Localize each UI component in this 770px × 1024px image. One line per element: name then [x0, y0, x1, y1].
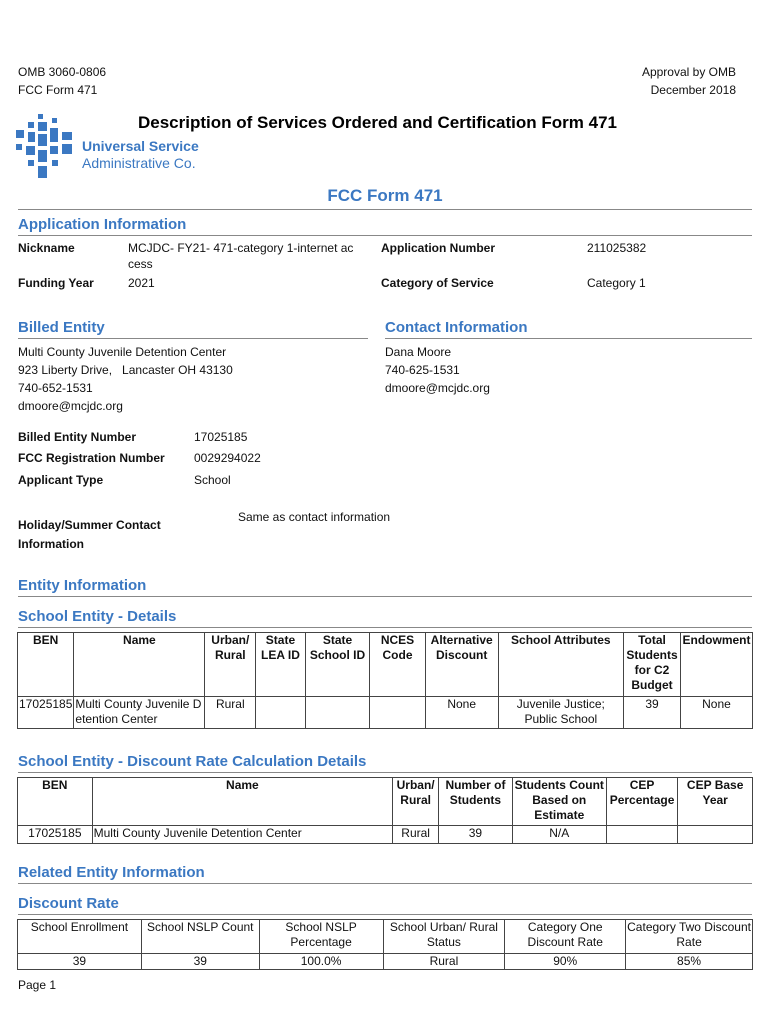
col-header: Total Students for C2 Budget — [624, 633, 681, 697]
omb-number: OMB 3060-0806 — [18, 65, 107, 79]
divider — [18, 209, 752, 210]
cell-cep-percentage — [606, 826, 678, 844]
billed-entity-email: dmoore@mcjdc.org — [18, 399, 123, 413]
application-heading: Application Information — [18, 216, 187, 233]
cell-total-students: 39 — [624, 697, 681, 729]
col-header: School Urban/ Rural Status — [383, 920, 505, 954]
col-header: School NSLP Percentage — [259, 920, 383, 954]
divider — [18, 596, 752, 597]
contact-heading: Contact Information — [385, 319, 528, 336]
app-number-value: 211025382 — [587, 241, 647, 255]
cell-school-id — [305, 697, 369, 729]
usac-logo-icon — [16, 114, 78, 184]
billed-entity-phone: 740-652-1531 — [18, 381, 93, 395]
nickname-label: Nickname — [18, 241, 75, 255]
billed-entity-name: Multi County Juvenile Detention Center — [18, 345, 227, 359]
logo-line2: Administrative Co. — [82, 155, 196, 171]
holiday-label-1: Holiday/Summer Contact — [18, 518, 161, 532]
col-header: Name — [92, 778, 393, 826]
discount-calc-table — [17, 777, 753, 844]
col-header: Urban/ Rural — [393, 778, 439, 826]
nickname-value-1: MCJDC- FY21- 471-category 1-internet ac — [128, 241, 354, 255]
cell-nces — [370, 697, 426, 729]
col-header: Name — [74, 633, 205, 697]
table-row — [18, 954, 753, 970]
form-short: FCC Form 471 — [18, 83, 98, 97]
discount-calc-heading: School Entity - Discount Rate Calculation Details — [18, 753, 367, 770]
col-header: State LEA ID — [256, 633, 306, 697]
cell-lea-id — [256, 697, 306, 729]
col-header: CEP Base Year — [678, 778, 753, 826]
cell-estimate: N/A — [512, 826, 606, 844]
col-header: Number of Students — [439, 778, 513, 826]
table-row — [18, 697, 753, 729]
school-details-heading: School Entity - Details — [18, 608, 177, 625]
cell-enrollment: 39 — [18, 954, 142, 970]
logo-line1: Universal Service — [82, 138, 199, 154]
col-header: School NSLP Count — [141, 920, 259, 954]
col-header: BEN — [18, 778, 93, 826]
cell-name: Multi County Juvenile D etention Center — [74, 697, 205, 729]
page-title: Description of Services Ordered and Certification Form 471 — [138, 113, 617, 132]
divider — [18, 914, 752, 915]
col-header: Endowment — [680, 633, 752, 697]
col-header: BEN — [18, 633, 74, 697]
category-label: Category of Service — [381, 276, 494, 290]
funding-year-value: 2021 — [128, 276, 155, 290]
funding-year-label: Funding Year — [18, 276, 94, 290]
cell-name: Multi County Juvenile Detention Center — [92, 826, 393, 844]
cell-ben: 17025185 — [18, 826, 93, 844]
col-header: Category One Discount Rate — [505, 920, 626, 954]
col-header: Category Two Discount Rate — [626, 920, 753, 954]
col-header: School Enrollment — [18, 920, 142, 954]
ben-value: 17025185 — [194, 430, 248, 444]
cell-urban-rural: Rural — [393, 826, 439, 844]
related-heading: Related Entity Information — [18, 864, 205, 881]
cell-nslp-count: 39 — [141, 954, 259, 970]
contact-name: Dana Moore — [385, 345, 452, 359]
cell-attributes: Juvenile Justice; Public School — [498, 697, 623, 729]
divider — [18, 883, 752, 884]
ben-label: Billed Entity Number — [18, 430, 137, 444]
cell-endowment: None — [680, 697, 752, 729]
cell-urban-rural-status: Rural — [383, 954, 505, 970]
cell-ben: 17025185 — [18, 697, 74, 729]
nickname-value-2: cess — [128, 257, 153, 271]
cell-cat2-rate: 85% — [626, 954, 753, 970]
form-heading: FCC Form 471 — [327, 186, 443, 205]
cell-alt-discount: None — [425, 697, 498, 729]
col-header: NCES Code — [370, 633, 426, 697]
app-number-label: Application Number — [381, 241, 496, 255]
cell-nslp-percentage: 100.0% — [259, 954, 383, 970]
col-header: Urban/ Rural — [205, 633, 256, 697]
holiday-value: Same as contact information — [238, 510, 391, 524]
fcc-reg-value: 0029294022 — [194, 451, 261, 465]
col-header: Students Count Based on Estimate — [512, 778, 606, 826]
divider — [385, 338, 752, 339]
entity-info-heading: Entity Information — [18, 577, 147, 594]
col-header: State School ID — [305, 633, 369, 697]
discount-rate-heading: Discount Rate — [18, 895, 119, 912]
approval-label: Approval by OMB — [641, 65, 736, 79]
contact-email: dmoore@mcjdc.org — [385, 381, 490, 395]
cell-urban-rural: Rural — [205, 697, 256, 729]
cell-cat1-rate: 90% — [505, 954, 626, 970]
divider — [18, 772, 752, 773]
applicant-type-value: School — [194, 473, 231, 487]
contact-phone: 740-625-1531 — [385, 363, 460, 377]
billed-entity-heading: Billed Entity — [18, 319, 105, 336]
applicant-type-label: Applicant Type — [18, 473, 104, 487]
cell-cep-base-year — [678, 826, 753, 844]
divider — [18, 338, 368, 339]
col-header: School Attributes — [498, 633, 623, 697]
cell-students: 39 — [439, 826, 513, 844]
approval-date: December 2018 — [650, 83, 736, 97]
discount-rate-table — [17, 919, 753, 970]
divider — [18, 235, 752, 236]
table-row — [18, 826, 753, 844]
holiday-label-2: Information — [18, 537, 84, 551]
divider — [18, 627, 752, 628]
school-details-table — [17, 632, 753, 729]
billed-entity-address: 923 Liberty Drive, Lancaster OH 43130 — [18, 363, 233, 377]
fcc-reg-label: FCC Registration Number — [18, 451, 165, 465]
col-header: CEP Percentage — [606, 778, 678, 826]
col-header: Alternative Discount — [425, 633, 498, 697]
page-number: Page 1 — [18, 978, 57, 992]
category-value: Category 1 — [587, 276, 646, 290]
